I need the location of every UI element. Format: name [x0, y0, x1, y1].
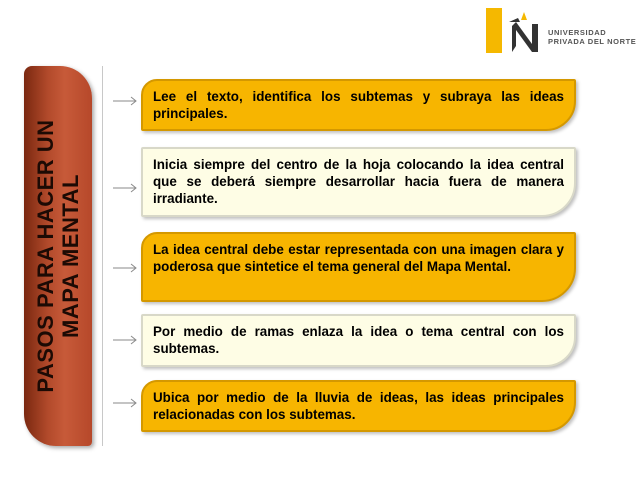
step-box-4 — [141, 314, 576, 367]
right-arrow-icon — [112, 95, 138, 107]
university-logo-icon — [506, 12, 544, 54]
step-text-5: Ubica por medio de la lluvia de ideas, las ideas principales relacionadas con los subtemas. — [153, 390, 564, 422]
right-arrow-icon — [112, 262, 138, 274]
step-text-2: Inicia siempre del centro de la hoja colocando la idea central que se deberá siempre desarrollar hacia fuera de manera irradiante. — [153, 157, 564, 206]
steps-title-line1: PASOS PARA HACER UN — [33, 119, 58, 393]
steps-title — [33, 76, 83, 436]
step-text-4: Por medio de ramas enlaza la idea o tema central con los subtemas. — [153, 324, 564, 356]
university-name-line1: UNIVERSIDAD — [548, 28, 607, 37]
step-text-3: La idea central debe estar representada con una imagen clara y poderosa que sintetice el tema general del Mapa Mental. — [153, 242, 564, 274]
university-name-line2: PRIVADA DEL NORTE — [548, 37, 637, 46]
right-arrow-icon — [112, 397, 138, 409]
step-box-2 — [141, 147, 576, 217]
step-box-1 — [141, 79, 576, 131]
step-box-3 — [141, 232, 576, 302]
steps-title-line2: MAPA MENTAL — [58, 174, 83, 338]
right-arrow-icon — [112, 182, 138, 194]
right-arrow-icon — [112, 334, 138, 346]
step-text-1: Lee el texto, identifica los subtemas y subraya las ideas principales. — [153, 89, 564, 121]
connector-line — [102, 66, 103, 446]
logo-accent-bar — [486, 8, 502, 53]
step-box-5 — [141, 380, 576, 432]
university-name — [548, 28, 636, 46]
